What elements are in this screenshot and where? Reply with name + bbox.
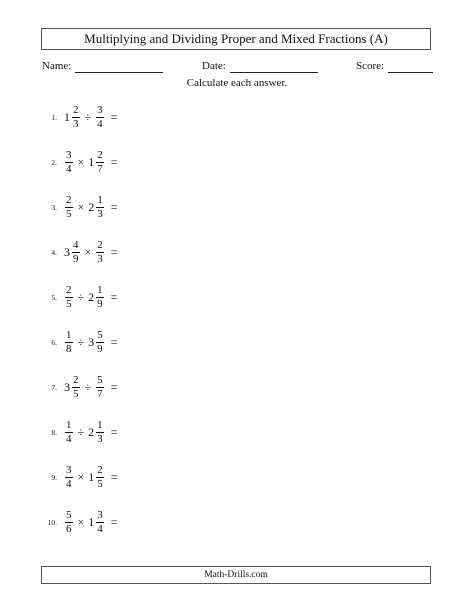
problem-number: 4. bbox=[51, 248, 57, 257]
left-fraction bbox=[65, 330, 73, 355]
instructions: Calculate each answer. bbox=[186, 77, 288, 89]
problem-row bbox=[0, 147, 300, 177]
operator-symbol: ÷ bbox=[77, 424, 85, 439]
problem-number: 9. bbox=[51, 473, 57, 482]
problem-expression bbox=[64, 237, 118, 267]
denominator: 4 bbox=[66, 162, 72, 175]
denominator: 5 bbox=[66, 207, 72, 220]
left-fraction bbox=[65, 195, 73, 220]
equals-sign: = bbox=[110, 514, 118, 529]
right-fraction bbox=[96, 375, 104, 400]
operator-symbol: × bbox=[84, 244, 92, 259]
operator-symbol: ÷ bbox=[77, 289, 85, 304]
date-label: Date: bbox=[202, 60, 226, 72]
denominator: 4 bbox=[97, 522, 103, 535]
name-label: Name: bbox=[42, 60, 72, 72]
problem-number: 10. bbox=[47, 518, 57, 527]
problem-row bbox=[0, 507, 300, 537]
score-label: Score: bbox=[356, 60, 385, 72]
numerator: 5 bbox=[97, 328, 103, 341]
equals-sign: = bbox=[110, 289, 118, 304]
problem-expression bbox=[64, 507, 118, 537]
right-fraction bbox=[96, 285, 104, 310]
denominator: 6 bbox=[66, 522, 72, 535]
equals-sign: = bbox=[110, 424, 118, 439]
right-whole-number: 1 bbox=[88, 154, 95, 169]
numerator: 1 bbox=[66, 328, 72, 341]
problem-row bbox=[0, 417, 300, 447]
footer-box bbox=[41, 566, 431, 584]
right-fraction bbox=[96, 330, 104, 355]
problem-row bbox=[0, 462, 300, 492]
problem-number: 8. bbox=[51, 428, 57, 437]
numerator: 5 bbox=[97, 373, 103, 386]
equals-sign: = bbox=[110, 199, 118, 214]
denominator: 5 bbox=[66, 297, 72, 310]
numerator: 2 bbox=[97, 238, 103, 251]
problem-expression bbox=[64, 192, 118, 222]
left-fraction bbox=[65, 465, 73, 490]
right-whole-number: 1 bbox=[88, 469, 95, 484]
worksheet-title: Multiplying and Dividing Proper and Mixed Fractions (A) bbox=[84, 31, 388, 46]
numerator: 2 bbox=[97, 463, 103, 476]
problem-row bbox=[0, 192, 300, 222]
right-fraction bbox=[96, 105, 104, 130]
problem-number: 6. bbox=[51, 338, 57, 347]
operator-symbol: ÷ bbox=[77, 334, 85, 349]
denominator: 5 bbox=[73, 387, 79, 400]
equals-sign: = bbox=[110, 154, 118, 169]
problem-expression bbox=[64, 282, 117, 312]
numerator: 2 bbox=[97, 148, 103, 161]
numerator: 3 bbox=[97, 508, 103, 521]
right-fraction bbox=[96, 510, 104, 535]
operator-symbol: × bbox=[77, 514, 85, 529]
denominator: 8 bbox=[66, 342, 72, 355]
operator-symbol: ÷ bbox=[84, 109, 92, 124]
right-fraction bbox=[96, 240, 104, 265]
left-whole-number: 1 bbox=[64, 109, 70, 124]
right-whole-number: 3 bbox=[88, 334, 95, 349]
right-fraction bbox=[96, 420, 104, 445]
worksheet-title-box bbox=[41, 28, 431, 50]
score-blank[interactable] bbox=[388, 72, 433, 73]
denominator: 7 bbox=[97, 387, 103, 400]
problem-number: 2. bbox=[51, 158, 57, 167]
problem-row bbox=[0, 282, 300, 312]
right-fraction bbox=[96, 150, 104, 175]
numerator: 3 bbox=[66, 463, 72, 476]
left-fraction bbox=[65, 510, 73, 535]
right-whole-number: 1 bbox=[88, 514, 95, 529]
left-fraction bbox=[72, 105, 80, 130]
denominator: 4 bbox=[66, 432, 72, 445]
problem-expression bbox=[64, 102, 117, 132]
numerator: 2 bbox=[73, 103, 79, 116]
problem-expression bbox=[64, 372, 117, 402]
left-fraction bbox=[65, 150, 73, 175]
denominator: 3 bbox=[97, 432, 103, 445]
operator-symbol: × bbox=[77, 154, 85, 169]
denominator: 4 bbox=[97, 117, 103, 130]
denominator: 5 bbox=[97, 477, 103, 490]
problem-expression bbox=[64, 327, 117, 357]
numerator: 1 bbox=[97, 193, 103, 206]
numerator: 5 bbox=[66, 508, 72, 521]
problem-row bbox=[0, 102, 300, 132]
left-fraction bbox=[72, 240, 80, 265]
right-fraction bbox=[96, 465, 104, 490]
numerator: 1 bbox=[66, 418, 72, 431]
problem-row bbox=[0, 237, 300, 267]
right-whole-number: 2 bbox=[88, 289, 95, 304]
numerator: 3 bbox=[97, 103, 103, 116]
left-whole-number: 3 bbox=[64, 379, 70, 394]
problem-expression bbox=[64, 462, 118, 492]
problem-expression bbox=[64, 147, 118, 177]
operator-symbol: × bbox=[77, 199, 85, 214]
equals-sign: = bbox=[110, 334, 118, 349]
denominator: 3 bbox=[97, 252, 103, 265]
numerator: 2 bbox=[66, 193, 72, 206]
numerator: 2 bbox=[66, 283, 72, 296]
denominator: 9 bbox=[97, 342, 103, 355]
denominator: 7 bbox=[97, 162, 103, 175]
denominator: 9 bbox=[73, 252, 79, 265]
student-info-row bbox=[0, 60, 474, 76]
operator-symbol: × bbox=[77, 469, 85, 484]
right-fraction bbox=[96, 195, 104, 220]
footer-text: Math-Drills.com bbox=[204, 570, 268, 580]
left-whole-number: 3 bbox=[64, 244, 70, 259]
equals-sign: = bbox=[110, 109, 118, 124]
right-whole-number: 2 bbox=[88, 424, 95, 439]
problem-row bbox=[0, 372, 300, 402]
problem-number: 1. bbox=[51, 113, 57, 122]
denominator: 3 bbox=[73, 117, 79, 130]
denominator: 9 bbox=[97, 297, 103, 310]
numerator: 3 bbox=[66, 148, 72, 161]
name-blank[interactable] bbox=[75, 72, 163, 73]
denominator: 4 bbox=[66, 477, 72, 490]
right-whole-number: 2 bbox=[88, 199, 95, 214]
operator-symbol: ÷ bbox=[84, 379, 92, 394]
left-fraction bbox=[65, 420, 73, 445]
problem-expression bbox=[64, 417, 117, 447]
problem-number: 5. bbox=[51, 293, 57, 302]
left-fraction bbox=[72, 375, 80, 400]
equals-sign: = bbox=[110, 244, 118, 259]
denominator: 3 bbox=[97, 207, 103, 220]
numerator: 4 bbox=[73, 238, 79, 251]
numerator: 1 bbox=[97, 418, 103, 431]
numerator: 2 bbox=[73, 373, 79, 386]
left-fraction bbox=[65, 285, 73, 310]
date-blank[interactable] bbox=[230, 72, 318, 73]
problem-number: 7. bbox=[51, 383, 57, 392]
equals-sign: = bbox=[110, 379, 118, 394]
equals-sign: = bbox=[110, 469, 118, 484]
problem-number: 3. bbox=[51, 203, 57, 212]
numerator: 1 bbox=[97, 283, 103, 296]
problem-row bbox=[0, 327, 300, 357]
